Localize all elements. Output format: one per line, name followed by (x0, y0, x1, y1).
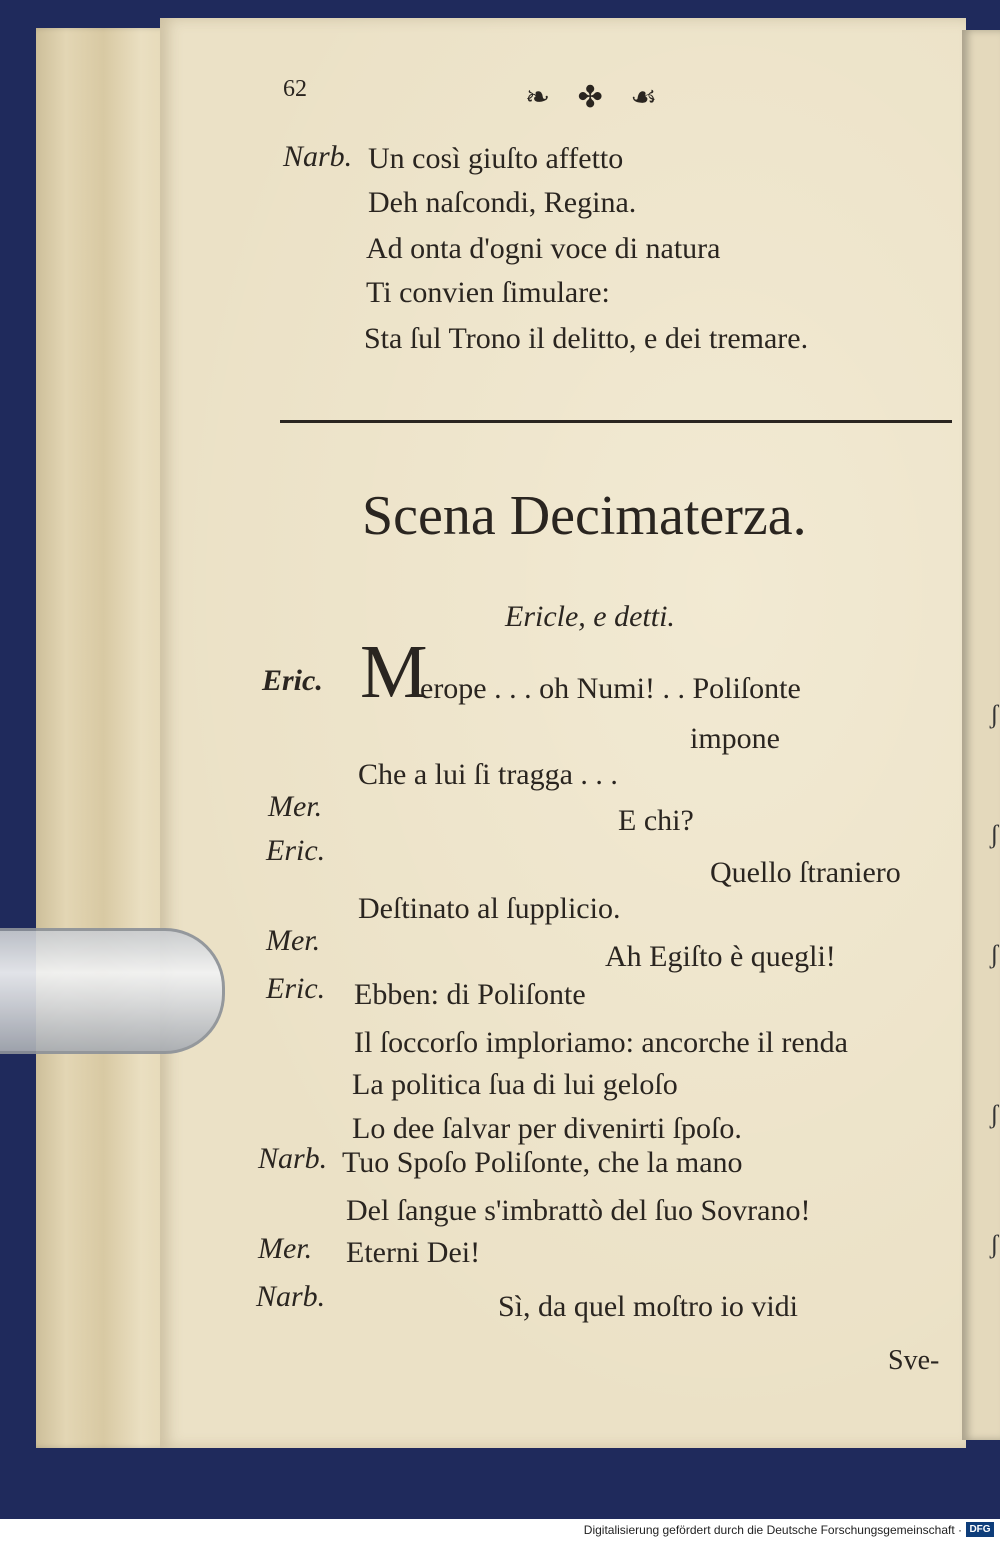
next-page-fragment: ʃ (990, 940, 999, 969)
verse-line: Ti convien ſimulare: (366, 276, 610, 309)
verse-line: Ah Egiſto è quegli! (605, 940, 836, 973)
page-number: 62 (283, 76, 307, 102)
speaker-label: Narb. (256, 1280, 326, 1313)
header-ornament-icon: ❧ ✤ ☙ (525, 81, 668, 114)
speaker-label: Eric. (266, 834, 326, 867)
next-page-fragment: ʃ (990, 1100, 999, 1129)
catchword: Sve- (888, 1345, 940, 1376)
verse-line: Tuo Spoſo Poliſonte, che la mano (342, 1146, 743, 1179)
page-holder-clip (0, 928, 225, 1054)
verse-line: La politica ſua di lui geloſo (352, 1068, 678, 1101)
footer-bar (0, 1519, 1000, 1541)
speaker-label: Narb. (258, 1142, 328, 1175)
speaker-label: Mer. (258, 1232, 313, 1265)
verse-line: Il ſoccorſo imploriamo: ancorche il renda (354, 1026, 848, 1059)
verse-line: Sta ſul Trono il delitto, e dei tremare. (364, 322, 809, 355)
verse-line: Deh naſcondi, Regina. (368, 186, 637, 219)
verse-line: Lo dee ſalvar per divenirti ſpoſo. (352, 1112, 742, 1145)
next-page-edge (962, 30, 1000, 1440)
speaker-label: Mer. (268, 790, 323, 823)
scene-divider (280, 420, 952, 423)
speaker-label: Narb. (283, 140, 353, 173)
next-page-fragment: ʃ (990, 700, 999, 729)
next-page-fragment: ʃ (990, 820, 999, 849)
scene-characters: Ericle, e detti. (505, 600, 675, 633)
verse-line: Ad onta d'ogni voce di natura (366, 232, 721, 265)
speaker-label: Eric. (266, 972, 326, 1005)
scene-title: Scena Decimaterza. (362, 485, 807, 547)
verse-line: E chi? (618, 804, 694, 837)
drop-cap: M (360, 630, 428, 714)
verse-line: Sì, da quel moſtro io vidi (498, 1290, 798, 1323)
dfg-logo-icon: DFG (966, 1522, 994, 1537)
verse-line: Che a lui ſi tragga . . . (358, 758, 618, 791)
verse-line: Ebben: di Poliſonte (354, 978, 586, 1011)
verse-line: impone (690, 722, 780, 755)
speaker-label: Mer. (266, 924, 321, 957)
speaker-label: Eric. (262, 664, 323, 697)
verse-line: Eterni Dei! (346, 1236, 481, 1269)
verse-line: erope . . . oh Numi! . . Poliſonte (420, 672, 801, 705)
verse-line: Deſtinato al ſupplicio. (358, 892, 621, 925)
next-page-fragment: ʃ (990, 1230, 999, 1259)
verse-line: Del ſangue s'imbrattò del ſuo Sovrano! (346, 1194, 811, 1227)
verse-line: Un così giuſto affetto (368, 142, 624, 175)
verse-line: Quello ſtraniero (710, 856, 901, 889)
footer-credit: Digitalisierung gefördert durch die Deutsche Forschungsgemeinschaft · (583, 1523, 962, 1537)
